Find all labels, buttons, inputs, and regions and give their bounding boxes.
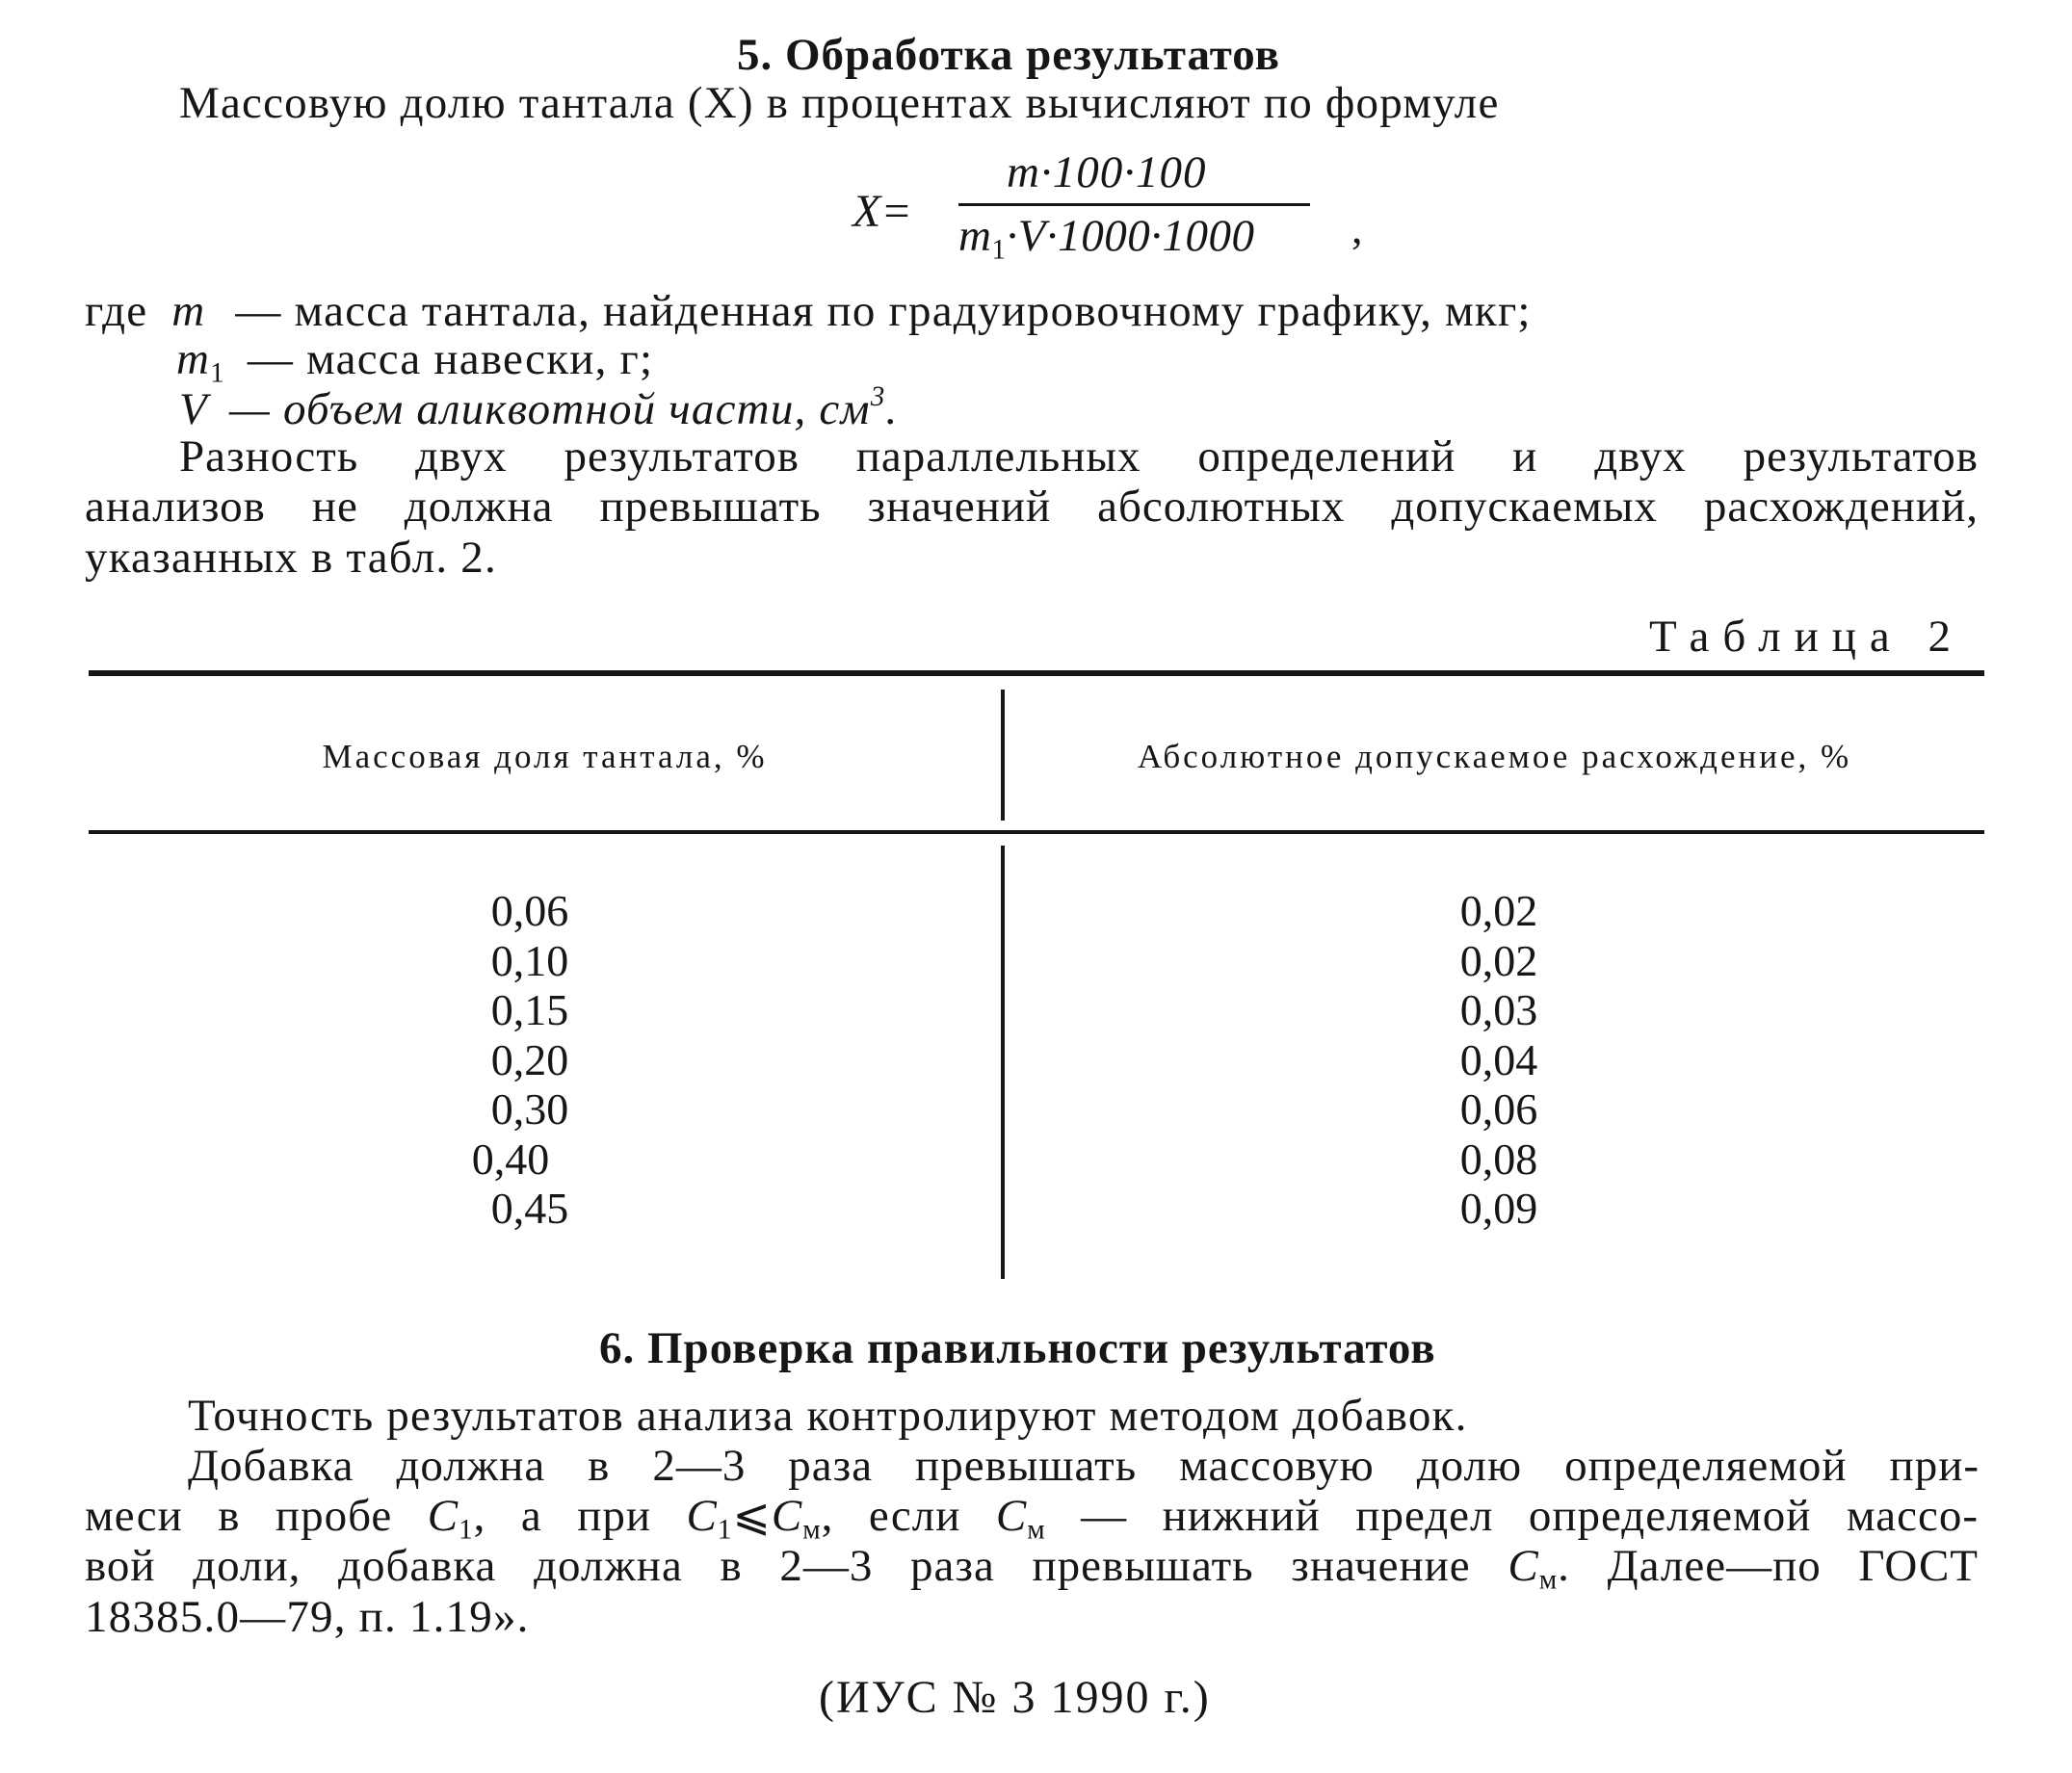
where-line-2: $m_1$ — масса навески, г; — [176, 334, 654, 389]
section-6-line-4: 18385.0—79, п. 1.19». — [85, 1592, 530, 1642]
table-cell: 0,09 — [1459, 1184, 1538, 1233]
table-cell: 0,02 — [1459, 935, 1538, 985]
table-cell: 0,06 — [490, 886, 569, 935]
table-cell: 0,45 — [490, 1184, 569, 1233]
table-cell: 0,06 — [1459, 1084, 1538, 1134]
table-header-col-1: Массовая доля тантала, % — [322, 738, 768, 775]
where-line-3: V — объем аликвотной части, $см^3$. — [179, 381, 899, 434]
where-line-1: где m — масса тантала, найденная по градуировочному графику, мкг; — [85, 286, 1532, 336]
section-6-title: 6. Проверка правильности результатов — [599, 1323, 1436, 1373]
section-6-line-1: Добавка должна в 2—3 раза превышать массовую долю определяемой при- — [188, 1441, 1980, 1491]
formula-denominator: $m_1\cdot V\cdot 1000\cdot 1000$ — [958, 211, 1255, 266]
section-6-line-3: вой доли, добавка должна в 2—3 раза превышать значение $C_м$. Далее—по ГОСТ — [85, 1541, 1980, 1596]
table-cell: 0,03 — [1459, 985, 1538, 1034]
fraction-bar — [958, 203, 1310, 206]
table-col-1-values — [424, 886, 636, 1234]
footer-reference: (ИУС № 3 1990 г.) — [819, 1672, 1211, 1723]
table-cell: 0,20 — [490, 1034, 569, 1084]
table-cell: 0,15 — [490, 985, 569, 1034]
table-header-col-2: Абсолютное допускаемое расхождение, % — [1137, 738, 1852, 775]
paragraph-line-3: указанных в табл. 2. — [85, 533, 497, 583]
table-cell: 0,40 — [471, 1134, 550, 1184]
formula-comma: , — [1351, 203, 1363, 252]
table-cell: 0,04 — [1459, 1034, 1538, 1084]
table-caption: Таблица 2 — [1649, 612, 1965, 662]
formula-intro: Массовую долю тантала (X) в процентах вычисляют по формуле — [179, 78, 1500, 128]
table-cell: 0,08 — [1459, 1134, 1538, 1184]
table-top-rule — [89, 670, 1984, 676]
section-5-title: 5. Обработка результатов — [737, 30, 1280, 80]
table-cell: 0,10 — [490, 935, 569, 985]
table-cell: 0,30 — [490, 1084, 569, 1134]
section-6-paragraph-1: Точность результатов анализа контролируют методом добавок. — [188, 1391, 1468, 1441]
paragraph-line-2: анализов не должна превышать значений абсолютных допускаемых расхождений, — [85, 482, 1979, 532]
table-cell: 0,02 — [1459, 886, 1538, 935]
table-header-rule — [89, 830, 1984, 834]
formula-lhs: X= — [852, 186, 912, 237]
paragraph-line-1: Разность двух результатов параллельных определений и двух результатов — [179, 431, 1979, 482]
formula-numerator: m·100·100 — [1007, 147, 1207, 197]
table-col-2-values — [1393, 886, 1605, 1234]
section-6-line-2: меси в пробе $C_1$, а при $C_1⩽C_м$, если $C_м$ — нижний предел определяемой массо- — [85, 1491, 1980, 1546]
table-column-divider-body — [1001, 846, 1005, 1279]
